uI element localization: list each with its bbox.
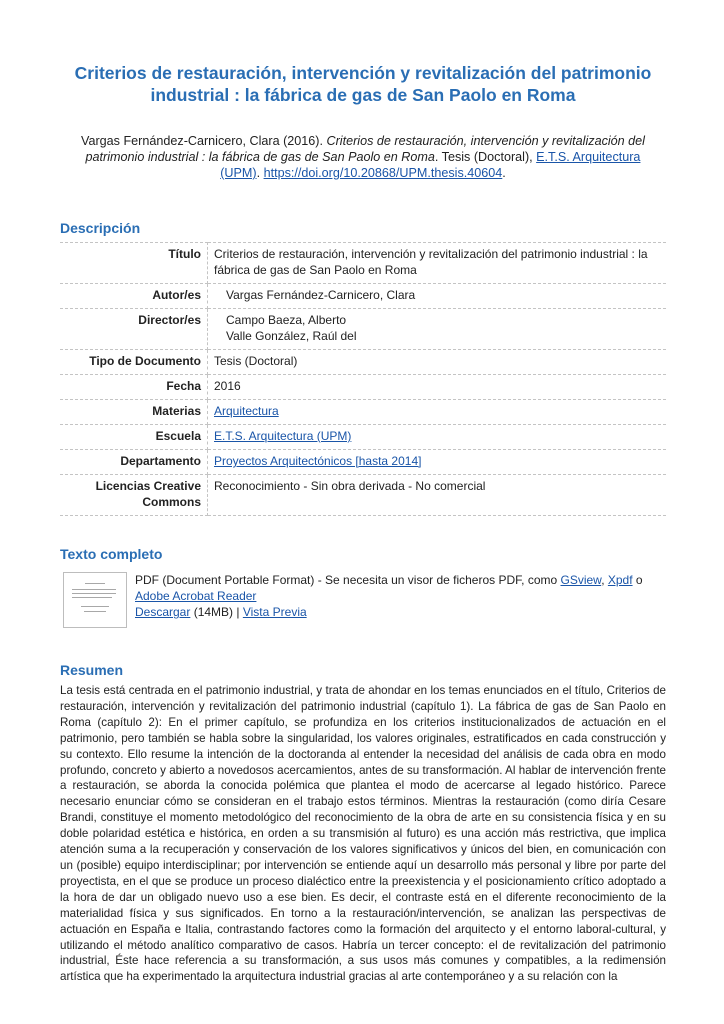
departamento-link[interactable]: Proyectos Arquitectónicos [hasta 2014]	[214, 454, 422, 468]
row-fecha	[60, 375, 666, 400]
pdf-thumbnail[interactable]	[63, 572, 127, 628]
value-departamento-cell	[208, 450, 667, 475]
value-titulo: Criterios de restauración, intervención y revitalización del patrimonio industrial : la fábrica de gas de San Paolo en Roma	[208, 243, 667, 284]
or-text: o	[635, 573, 643, 587]
escuela-link[interactable]: E.T.S. Arquitectura (UPM)	[214, 429, 352, 443]
row-licencias	[60, 475, 666, 516]
metadata-table	[60, 242, 666, 516]
value-tipo: Tesis (Doctoral)	[208, 350, 667, 375]
row-materias	[60, 400, 666, 425]
record-page	[60, 62, 666, 995]
resumen-heading: Resumen	[60, 662, 124, 678]
citation-sep: .	[256, 166, 261, 180]
label-escuela: Escuela	[60, 425, 208, 450]
materias-link[interactable]: Arquitectura	[214, 404, 279, 418]
label-tipo: Tipo de Documento	[60, 350, 208, 375]
value-autor-cell	[208, 284, 667, 309]
value-director-2: Valle González, Raúl del	[226, 329, 357, 343]
row-departamento	[60, 450, 666, 475]
value-director-cell	[208, 309, 667, 350]
value-escuela-cell	[208, 425, 667, 450]
label-departamento: Departamento	[60, 450, 208, 475]
citation	[60, 133, 666, 181]
descargar-link[interactable]: Descargar	[135, 605, 191, 619]
file-size: (14MB) |	[193, 605, 240, 619]
value-fecha: 2016	[208, 375, 667, 400]
row-director	[60, 309, 666, 350]
row-escuela	[60, 425, 666, 450]
label-autor: Autor/es	[60, 284, 208, 309]
label-materias: Materias	[60, 400, 208, 425]
row-tipo	[60, 350, 666, 375]
comma: ,	[601, 573, 605, 587]
vista-previa-link[interactable]: Vista Previa	[242, 605, 307, 619]
citation-authors: Vargas Fernández-Carnicero, Clara (2016).	[81, 134, 323, 148]
gsview-link[interactable]: GSview	[560, 573, 602, 587]
row-autor	[60, 284, 666, 309]
pdf-description: PDF (Document Portable Format) - Se necesita un visor de ficheros PDF, como	[135, 573, 558, 587]
descripcion-heading: Descripción	[60, 220, 141, 236]
citation-school-link[interactable]: E.T.S. Arquitectura (UPM)	[220, 150, 641, 180]
row-titulo	[60, 243, 666, 284]
texto-completo-heading: Texto completo	[60, 546, 163, 562]
label-titulo: Título	[60, 243, 208, 284]
label-fecha: Fecha	[60, 375, 208, 400]
label-director: Director/es	[60, 309, 208, 350]
value-licencias: Reconocimiento - Sin obra derivada - No comercial	[208, 475, 667, 516]
value-director-1: Campo Baeza, Alberto	[226, 313, 347, 327]
xpdf-link[interactable]: Xpdf	[607, 573, 633, 587]
fulltext-info	[135, 572, 666, 628]
fulltext-entry	[60, 572, 666, 628]
citation-end: .	[502, 166, 506, 180]
adobe-link[interactable]: Adobe Acrobat Reader	[135, 589, 257, 603]
label-licencias: Licencias Creative Commons	[60, 475, 208, 516]
value-autor: Vargas Fernández-Carnicero, Clara	[226, 288, 416, 302]
citation-doi-link[interactable]: https://doi.org/10.20868/UPM.thesis.40604	[263, 166, 503, 180]
citation-work: Criterios de restauración, intervención y revitalización del patrimonio industrial : la fábrica de gas de San Paolo en Roma	[85, 134, 645, 164]
abstract-text: La tesis está centrada en el patrimonio industrial, y trata de ahondar en los temas enunciados en el título, Criterios de restauración, intervención y revitalización del patrimonio industrial (capítulo 1). La fábrica de gas de San Paolo en Roma (capítulo 2): En el primer capítulo, se profundiza en los criterios institucionalizados de actuación en el patrimonio, pero también se habla sobre la singularidad, los valores originales, estratificados en cada construcción y su contexto. Ello resume la intención de la doctoranda al entender la necesidad del análisis de cada obra en modo profundo, concreto y abierto a novedosos acercamientos, antes de su transformación. Al hablar de intervención frente a restauración, se aborda la conocida polémica que plantea el modo de acercarse al legado histórico. Parece necesario enunciar cómo se consideran en el trabajo estos términos. Mientras la restauración (como diría Cesare Brandi, constituye el momento metodológico del reconocimiento de la obra de arte en su consistencia física y en su doble polaridad estética e histórica, en orden a su transmisión al futuro) es una acción más restrictiva, que implica atención suma a la recuperación y conservación de los valores significativos y únicos del bien, en comunicación con un (posible) equipo interdisciplinar; por intervención se entiende aquí un desarrollo más personal y libre por parte del proyectista, en el que se produce un proceso dialéctico entre la preexistencia y el posicionamiento crítico adoptado a la hora de dar un obligado nuevo uso a ese bien. Es decir, el contraste está en el diferente reconocimiento de la materialidad física y sus significados. En torno a la restauración/intervención, se analizan las perspectivas de actuación en España e Italia, contrastando factores como la formación del arquitecto y el entorno laboral-cultural, y utilizando el método analítico comparativo de casos. Habría un tercer concepto: el de revitalización del patrimonio industrial, Éste hace referencia a su transformación, a sus usos más comunes y compatibles, a la redimensión artística que ha experimentado la arquitectura industrial gracias al arte contemporáneo y a su relación con la	[60, 684, 666, 983]
value-materias-cell	[208, 400, 667, 425]
citation-type: . Tesis (Doctoral),	[434, 150, 533, 164]
page-title: Criterios de restauración, intervención y revitalización del patrimonio industrial : la fábrica de gas de San Paolo en Roma	[74, 63, 652, 105]
